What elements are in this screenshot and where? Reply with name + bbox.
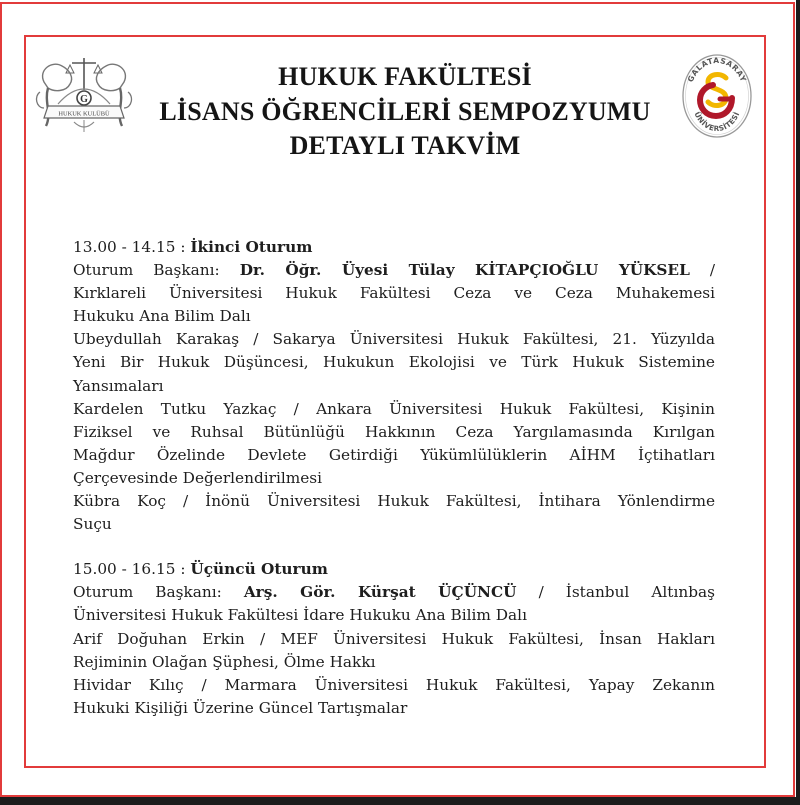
title-line-schedule: DETAYLI TAKVİM xyxy=(289,131,521,160)
presentation-line: Arif Doğuhan Erkin / MEF Üniversitesi Hukuk Fakültesi, İnsan Hakları xyxy=(73,629,715,648)
presentation-line: Hukuki Kişiliği Üzerine Güncel Tartışmalar xyxy=(73,698,408,717)
session-ikinci-oturum xyxy=(73,236,715,536)
presentation-line: Çerçevesinde Değerlendirilmesi xyxy=(73,468,323,487)
session-ucuncu-oturum xyxy=(73,558,715,720)
chair-separator: / xyxy=(538,583,544,602)
hukuk-kulubu-emblem-icon xyxy=(30,52,138,136)
chair-name: Dr. Öğr. Üyesi Tülay KİTAPÇIOĞLU YÜKSEL xyxy=(239,261,690,280)
presentation-item xyxy=(73,490,715,536)
session-heading xyxy=(73,558,715,581)
chair-affiliation-line: Kırklareli Üniversitesi Hukuk Fakültesi Ceza ve Ceza Muhakemesi xyxy=(73,284,715,303)
presentation-line: Hividar Kılıç / Marmara Üniversitesi Hukuk Fakültesi, Yapay Zekanın xyxy=(73,675,715,694)
chair-label: Oturum Başkanı: xyxy=(73,261,220,280)
presentation-line: Fiziksel ve Ruhsal Bütünlüğü Hakkının Ceza Yargılamasında Kırılgan xyxy=(73,422,715,441)
chair-affiliation-first: İstanbul Altınbaş xyxy=(565,583,715,602)
session-name: Üçüncü Oturum xyxy=(190,560,328,579)
svg-text:G: G xyxy=(80,94,88,105)
presentation-line: Kardelen Tutku Yazkaç / Ankara Üniversitesi Hukuk Fakültesi, Kişinin xyxy=(73,399,715,418)
session-name: İkinci Oturum xyxy=(190,238,313,256)
document-title xyxy=(130,60,680,164)
chair-separator: / xyxy=(709,261,715,280)
presentation-line: Ubeydullah Karakaş / Sakarya Üniversitesi Hukuk Fakültesi, 21. Yüzyılda xyxy=(73,330,715,349)
chair-affiliation-line: Hukuku Ana Bilim Dalı xyxy=(73,307,251,326)
galatasaray-universitesi-logo-icon xyxy=(680,52,754,140)
session-time: 15.00 - 16.15 : xyxy=(73,560,186,579)
presentation-line: Suçu xyxy=(73,515,112,534)
presentation-line: Rejiminin Olağan Şüphesi, Ölme Hakkı xyxy=(73,652,376,671)
chair-label: Oturum Başkanı: xyxy=(73,583,222,602)
session-spacer xyxy=(73,536,715,558)
schedule-body xyxy=(73,236,715,720)
logo-top-text: GALATASARAY xyxy=(685,55,749,84)
presentation-line: Mağdur Özelinde Devlete Getirdiği Yükümlülüklerin AİHM İçtihatları xyxy=(73,445,715,464)
session-time: 13.00 - 14.15 : xyxy=(73,238,186,256)
chair-affiliation-line: Üniversitesi Hukuk Fakültesi İdare Hukuku Ana Bilim Dalı xyxy=(73,606,527,625)
title-line-faculty: HUKUK FAKÜLTESİ xyxy=(278,62,532,91)
title-line-symposium: LİSANS ÖĞRENCİLERİ SEMPOZYUMU xyxy=(159,96,651,126)
presentation-item xyxy=(73,328,715,397)
presentation-line: Kübra Koç / İnönü Üniversitesi Hukuk Fakültesi, İntihara Yönlendirme xyxy=(73,492,715,511)
emblem-banner-text: HUKUK KULÜBÜ xyxy=(58,110,110,118)
presentation-item xyxy=(73,674,715,720)
session-heading xyxy=(73,236,715,259)
presentation-line: Yansımaları xyxy=(73,376,164,395)
logo-bottom-text: ÜNİVERSİTESİ xyxy=(692,110,742,134)
session-chair xyxy=(73,259,715,282)
presentation-line: Yeni Bir Hukuk Düşüncesi, Hukukun Ekolojisi ve Türk Hukuk Sistemine xyxy=(73,353,715,372)
session-chair xyxy=(73,581,715,604)
chair-name: Arş. Gör. Kürşat ÜÇÜNCÜ xyxy=(243,583,517,602)
presentation-item xyxy=(73,398,715,490)
presentation-item xyxy=(73,628,715,674)
